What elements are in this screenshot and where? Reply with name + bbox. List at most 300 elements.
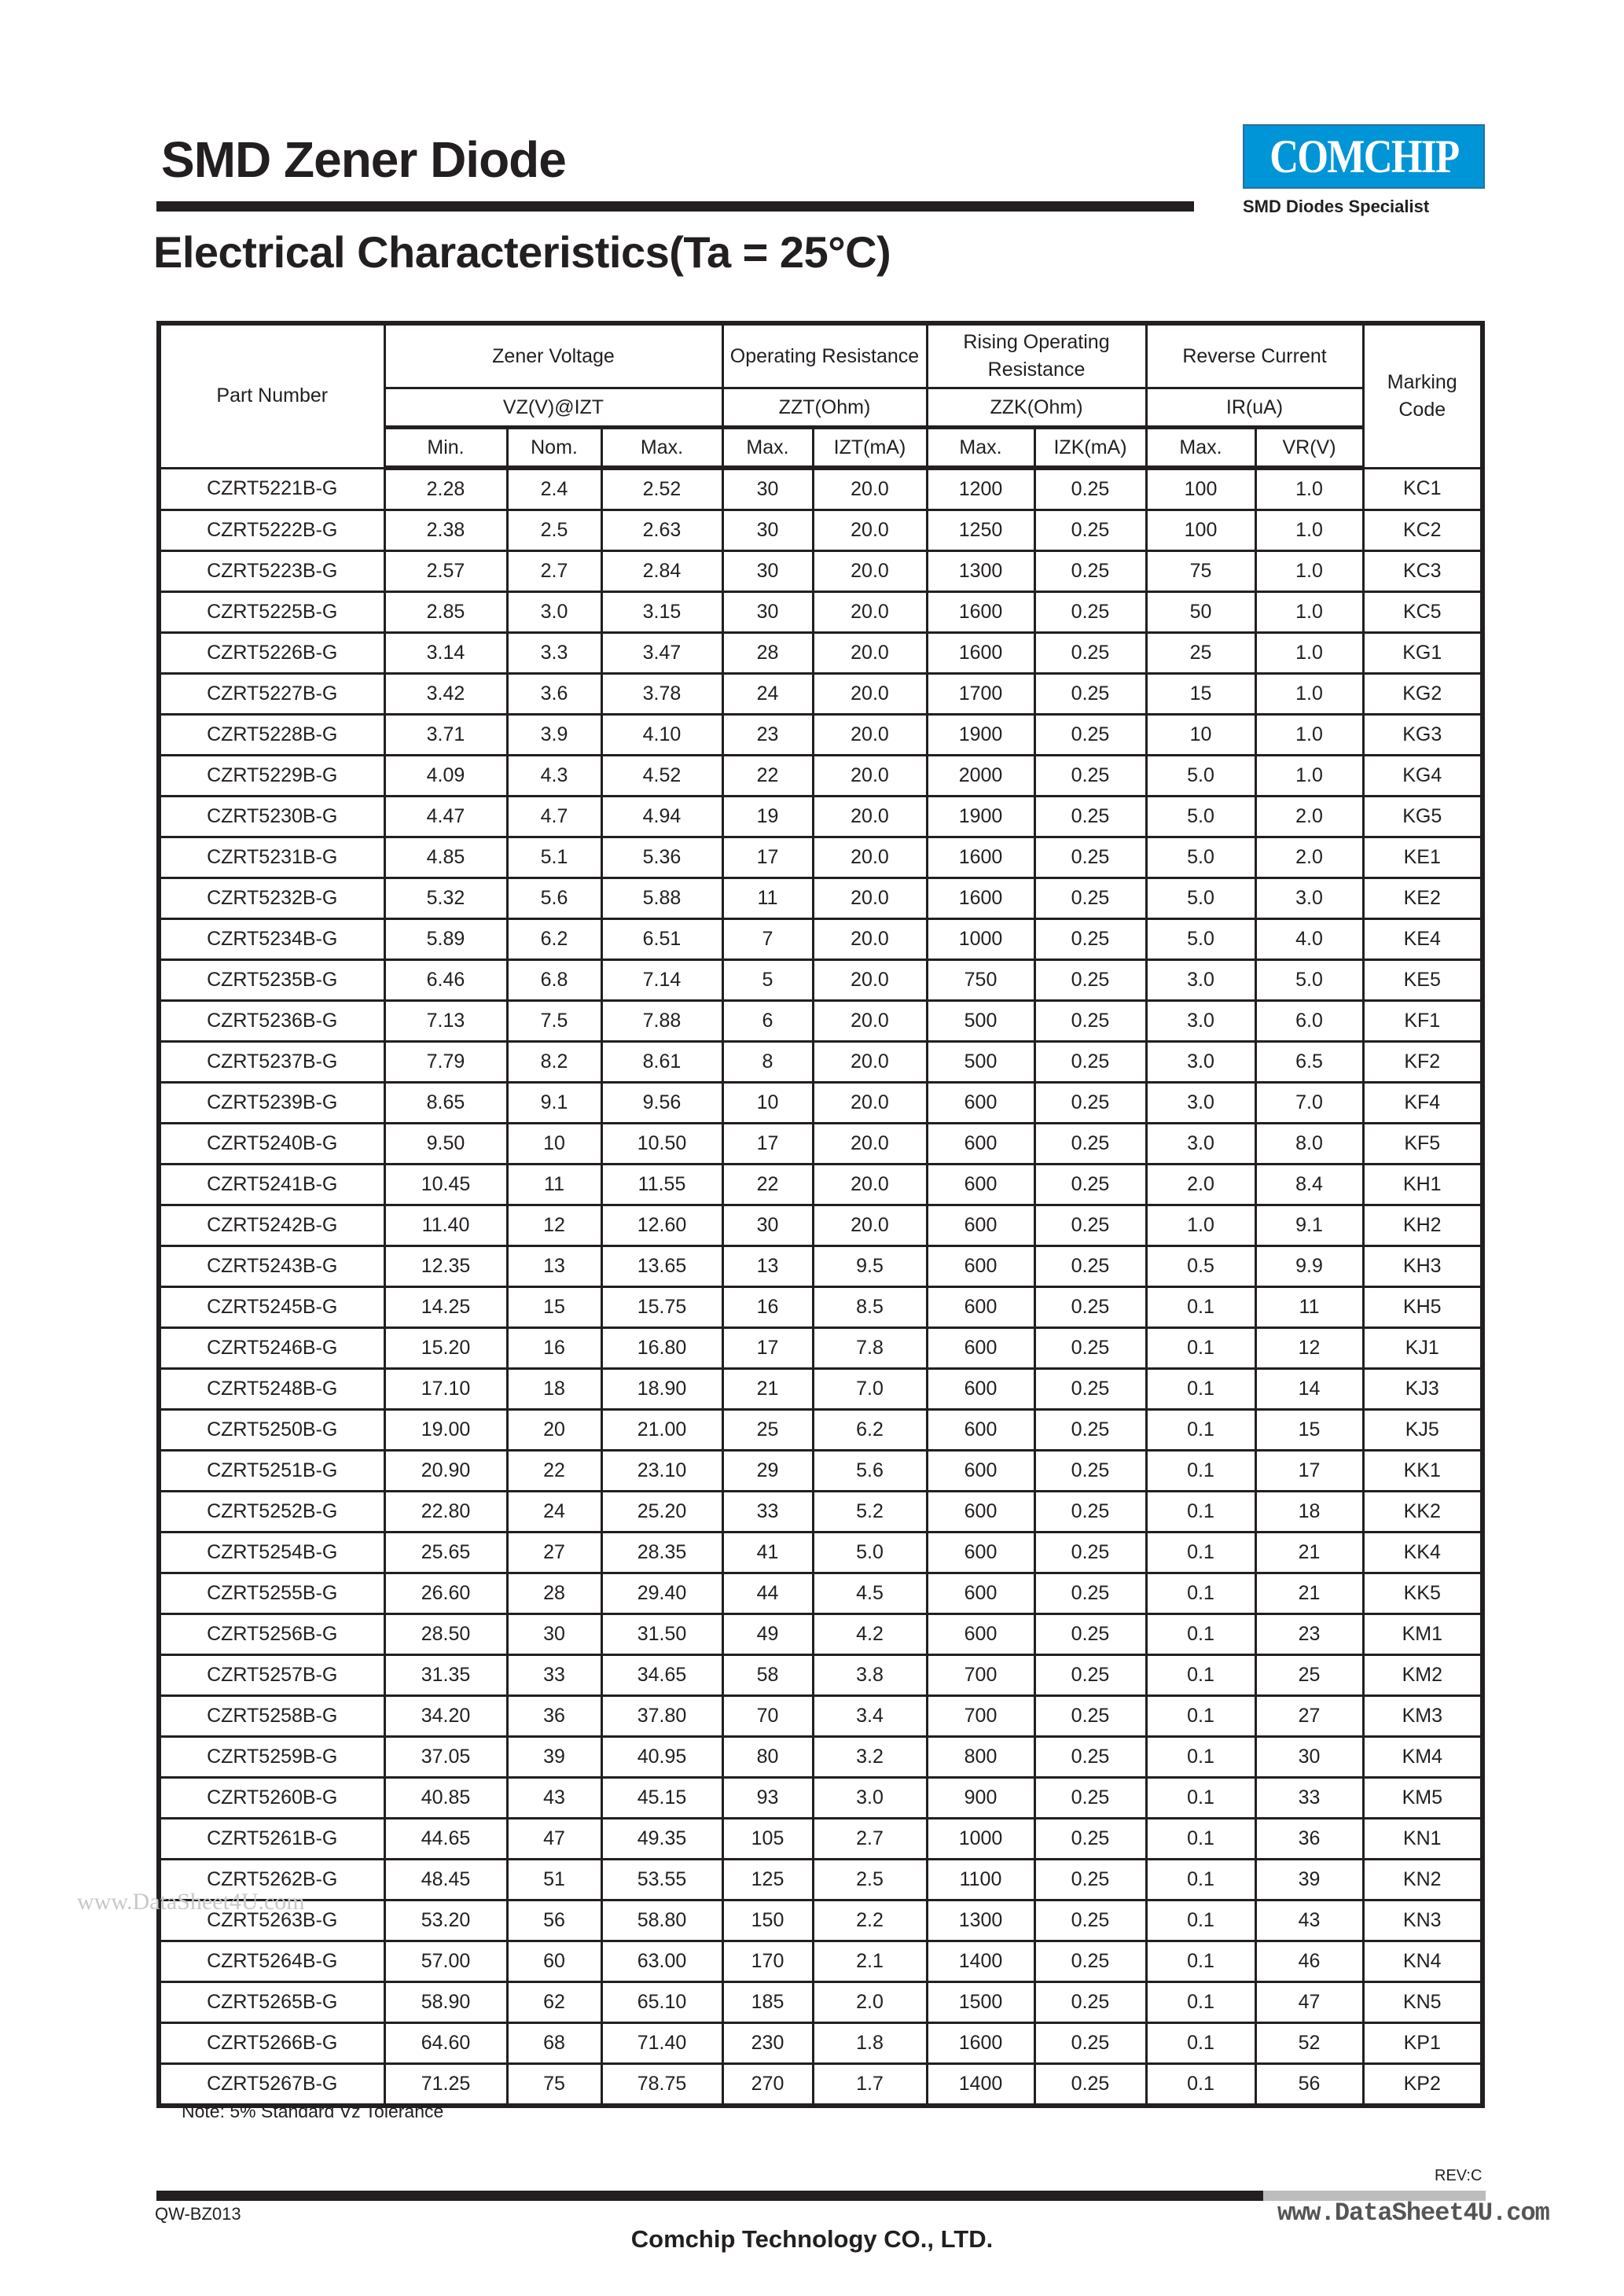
cell-ir-max: 0.1 — [1146, 1369, 1255, 1410]
cell-marking-code: KH1 — [1363, 1165, 1483, 1205]
cell-vz-nom: 62 — [507, 1982, 601, 2023]
cell-vz-max: 28.35 — [601, 1533, 722, 1573]
cell-vr: 11 — [1255, 1287, 1363, 1328]
table-row — [159, 1941, 1483, 1982]
cell-zzt-max: 80 — [722, 1737, 813, 1778]
table-row — [159, 1778, 1483, 1819]
table-row — [159, 2064, 1483, 2107]
cell-izt: 5.6 — [813, 1451, 927, 1492]
table-row — [159, 797, 1483, 837]
cell-izt: 20.0 — [813, 797, 927, 837]
cell-vz-min: 22.80 — [384, 1492, 507, 1533]
cell-zzt-max: 49 — [722, 1614, 813, 1655]
cell-izt: 8.5 — [813, 1287, 927, 1328]
cell-part-number: CZRT5240B-G — [159, 1124, 384, 1165]
cell-vz-max: 53.55 — [601, 1860, 722, 1900]
cell-vz-nom: 33 — [507, 1655, 601, 1696]
cell-vz-min: 7.79 — [384, 1042, 507, 1083]
cell-zzk-max: 700 — [927, 1655, 1034, 1696]
cell-vz-min: 10.45 — [384, 1165, 507, 1205]
cell-zzt-max: 7 — [722, 919, 813, 960]
page-title: SMD Zener Diode — [161, 131, 566, 188]
cell-izk: 0.25 — [1034, 1533, 1146, 1573]
table-row — [159, 1614, 1483, 1655]
table-row — [159, 1819, 1483, 1860]
table-row — [159, 1328, 1483, 1369]
unit-zzt: ZZT(Ohm) — [722, 388, 927, 428]
cell-vz-max: 63.00 — [601, 1941, 722, 1982]
cell-izt: 5.2 — [813, 1492, 927, 1533]
cell-vz-min: 2.57 — [384, 551, 507, 592]
cell-vz-nom: 4.3 — [507, 756, 601, 797]
cell-izk: 0.25 — [1034, 1900, 1146, 1941]
table-row — [159, 551, 1483, 592]
cell-zzt-max: 70 — [722, 1696, 813, 1737]
sub-header: IZT(mA) — [813, 428, 927, 469]
table-row — [159, 1696, 1483, 1737]
cell-izk: 0.25 — [1034, 1819, 1146, 1860]
cell-zzk-max: 500 — [927, 1001, 1034, 1042]
cell-marking-code: KN4 — [1363, 1941, 1483, 1982]
cell-marking-code: KP2 — [1363, 2064, 1483, 2107]
cell-izk: 0.25 — [1034, 919, 1146, 960]
table-row — [159, 1083, 1483, 1124]
cell-vz-nom: 56 — [507, 1900, 601, 1941]
cell-zzt-max: 30 — [722, 551, 813, 592]
cell-vz-min: 57.00 — [384, 1941, 507, 1982]
cell-part-number: CZRT5250B-G — [159, 1410, 384, 1451]
cell-vr: 47 — [1255, 1982, 1363, 2023]
cell-vz-nom: 15 — [507, 1287, 601, 1328]
table-row — [159, 1655, 1483, 1696]
cell-vz-min: 12.35 — [384, 1246, 507, 1287]
cell-vz-min: 5.32 — [384, 878, 507, 919]
cell-vz-max: 45.15 — [601, 1778, 722, 1819]
cell-zzt-max: 8 — [722, 1042, 813, 1083]
table-row — [159, 960, 1483, 1001]
cell-vz-max: 25.20 — [601, 1492, 722, 1533]
cell-vz-nom: 7.5 — [507, 1001, 601, 1042]
cell-vz-min: 11.40 — [384, 1205, 507, 1246]
cell-zzk-max: 750 — [927, 960, 1034, 1001]
cell-vz-nom: 2.7 — [507, 551, 601, 592]
cell-zzt-max: 30 — [722, 510, 813, 551]
cell-part-number: CZRT5260B-G — [159, 1778, 384, 1819]
cell-vz-min: 14.25 — [384, 1287, 507, 1328]
cell-vr: 6.5 — [1255, 1042, 1363, 1083]
comchip-logo — [1243, 124, 1485, 189]
cell-zzt-max: 30 — [722, 592, 813, 633]
cell-vz-min: 3.42 — [384, 674, 507, 715]
table-row — [159, 1369, 1483, 1410]
cell-izt: 1.8 — [813, 2023, 927, 2064]
section-title: Electrical Characteristics(Ta = 25°C) — [153, 227, 891, 277]
cell-ir-max: 3.0 — [1146, 1001, 1255, 1042]
cell-vr: 8.0 — [1255, 1124, 1363, 1165]
cell-vz-max: 18.90 — [601, 1369, 722, 1410]
table-row — [159, 468, 1483, 510]
cell-vz-nom: 3.0 — [507, 592, 601, 633]
cell-part-number: CZRT5259B-G — [159, 1737, 384, 1778]
cell-izt: 20.0 — [813, 1001, 927, 1042]
cell-vz-min: 58.90 — [384, 1982, 507, 2023]
cell-vr: 46 — [1255, 1941, 1363, 1982]
cell-izt: 20.0 — [813, 510, 927, 551]
cell-ir-max: 0.1 — [1146, 1737, 1255, 1778]
table-row — [159, 1205, 1483, 1246]
cell-vz-min: 48.45 — [384, 1860, 507, 1900]
cell-ir-max: 0.1 — [1146, 1533, 1255, 1573]
cell-part-number: CZRT5255B-G — [159, 1573, 384, 1614]
cell-izt: 20.0 — [813, 468, 927, 510]
cell-zzt-max: 13 — [722, 1246, 813, 1287]
cell-zzk-max: 600 — [927, 1492, 1034, 1533]
cell-vz-max: 78.75 — [601, 2064, 722, 2107]
cell-zzk-max: 600 — [927, 1410, 1034, 1451]
cell-vz-max: 9.56 — [601, 1083, 722, 1124]
cell-marking-code: KM4 — [1363, 1737, 1483, 1778]
cell-marking-code: KF5 — [1363, 1124, 1483, 1165]
cell-vr: 36 — [1255, 1819, 1363, 1860]
cell-vz-nom: 18 — [507, 1369, 601, 1410]
revision-label: REV:C — [1435, 2167, 1483, 2184]
cell-vz-max: 12.60 — [601, 1205, 722, 1246]
cell-ir-max: 3.0 — [1146, 1124, 1255, 1165]
cell-marking-code: KE5 — [1363, 960, 1483, 1001]
cell-vz-nom: 47 — [507, 1819, 601, 1860]
cell-zzt-max: 30 — [722, 1205, 813, 1246]
cell-marking-code: KG5 — [1363, 797, 1483, 837]
logo-tagline: SMD Diodes Specialist — [1243, 197, 1430, 216]
cell-part-number: CZRT5265B-G — [159, 1982, 384, 2023]
table-row — [159, 1860, 1483, 1900]
cell-marking-code: KE2 — [1363, 878, 1483, 919]
cell-zzt-max: 17 — [722, 1328, 813, 1369]
cell-vr: 1.0 — [1255, 551, 1363, 592]
cell-izk: 0.25 — [1034, 2023, 1146, 2064]
cell-ir-max: 5.0 — [1146, 756, 1255, 797]
cell-zzk-max: 600 — [927, 1573, 1034, 1614]
cell-vz-max: 6.51 — [601, 919, 722, 960]
cell-vz-nom: 51 — [507, 1860, 601, 1900]
table-row — [159, 1124, 1483, 1165]
cell-part-number: CZRT5235B-G — [159, 960, 384, 1001]
cell-vz-nom: 2.4 — [507, 468, 601, 510]
cell-zzt-max: 30 — [722, 468, 813, 510]
cell-part-number: CZRT5227B-G — [159, 674, 384, 715]
cell-ir-max: 0.1 — [1146, 1573, 1255, 1614]
cell-vz-min: 4.85 — [384, 837, 507, 878]
cell-vz-max: 58.80 — [601, 1900, 722, 1941]
cell-part-number: CZRT5257B-G — [159, 1655, 384, 1696]
cell-zzk-max: 1200 — [927, 468, 1034, 510]
cell-vz-max: 3.15 — [601, 592, 722, 633]
cell-vz-max: 31.50 — [601, 1614, 722, 1655]
cell-zzt-max: 11 — [722, 878, 813, 919]
cell-ir-max: 3.0 — [1146, 960, 1255, 1001]
cell-marking-code: KG3 — [1363, 715, 1483, 756]
cell-vz-max: 15.75 — [601, 1287, 722, 1328]
cell-ir-max: 50 — [1146, 592, 1255, 633]
document-number: QW-BZ013 — [155, 2204, 241, 2224]
cell-izt: 4.5 — [813, 1573, 927, 1614]
cell-vz-nom: 16 — [507, 1328, 601, 1369]
table-row — [159, 510, 1483, 551]
cell-ir-max: 0.1 — [1146, 1982, 1255, 2023]
header-zener-voltage: Zener Voltage — [384, 323, 722, 388]
cell-vz-max: 49.35 — [601, 1819, 722, 1860]
cell-ir-max: 25 — [1146, 633, 1255, 674]
cell-zzt-max: 170 — [722, 1941, 813, 1982]
cell-izk: 0.25 — [1034, 1982, 1146, 2023]
cell-marking-code: KH3 — [1363, 1246, 1483, 1287]
table-row — [159, 1001, 1483, 1042]
cell-ir-max: 75 — [1146, 551, 1255, 592]
cell-izt: 20.0 — [813, 592, 927, 633]
cell-vz-max: 71.40 — [601, 2023, 722, 2064]
table-row — [159, 633, 1483, 674]
cell-izt: 3.0 — [813, 1778, 927, 1819]
cell-izt: 2.7 — [813, 1819, 927, 1860]
cell-izt: 20.0 — [813, 756, 927, 797]
cell-vz-min: 2.85 — [384, 592, 507, 633]
cell-izk: 0.25 — [1034, 1614, 1146, 1655]
cell-vz-max: 13.65 — [601, 1246, 722, 1287]
cell-zzt-max: 150 — [722, 1900, 813, 1941]
cell-vr: 1.0 — [1255, 510, 1363, 551]
cell-zzk-max: 1900 — [927, 715, 1034, 756]
cell-vz-max: 11.55 — [601, 1165, 722, 1205]
cell-ir-max: 5.0 — [1146, 837, 1255, 878]
cell-zzt-max: 125 — [722, 1860, 813, 1900]
cell-part-number: CZRT5252B-G — [159, 1492, 384, 1533]
cell-vz-min: 15.20 — [384, 1328, 507, 1369]
cell-vz-max: 7.14 — [601, 960, 722, 1001]
cell-zzk-max: 1600 — [927, 878, 1034, 919]
cell-zzk-max: 2000 — [927, 756, 1034, 797]
table-row — [159, 1410, 1483, 1451]
cell-part-number: CZRT5266B-G — [159, 2023, 384, 2064]
cell-zzt-max: 29 — [722, 1451, 813, 1492]
cell-marking-code: KJ1 — [1363, 1328, 1483, 1369]
cell-vz-min: 40.85 — [384, 1778, 507, 1819]
cell-vz-nom: 11 — [507, 1165, 601, 1205]
cell-part-number: CZRT5245B-G — [159, 1287, 384, 1328]
cell-part-number: CZRT5256B-G — [159, 1614, 384, 1655]
table-row — [159, 1042, 1483, 1083]
cell-vz-max: 5.88 — [601, 878, 722, 919]
cell-vz-min: 25.65 — [384, 1533, 507, 1573]
cell-zzt-max: 58 — [722, 1655, 813, 1696]
electrical-characteristics-table — [156, 321, 1485, 2108]
cell-izt: 2.2 — [813, 1900, 927, 1941]
sub-header: Max. — [722, 428, 813, 469]
cell-izt: 3.8 — [813, 1655, 927, 1696]
cell-zzt-max: 22 — [722, 1165, 813, 1205]
cell-part-number: CZRT5234B-G — [159, 919, 384, 960]
cell-vz-max: 2.63 — [601, 510, 722, 551]
cell-zzt-max: 17 — [722, 837, 813, 878]
cell-marking-code: KN5 — [1363, 1982, 1483, 2023]
cell-vz-min: 31.35 — [384, 1655, 507, 1696]
sub-header: Max. — [1146, 428, 1255, 469]
cell-ir-max: 0.1 — [1146, 1941, 1255, 1982]
cell-vr: 2.0 — [1255, 797, 1363, 837]
cell-marking-code: KH5 — [1363, 1287, 1483, 1328]
cell-vz-min: 37.05 — [384, 1737, 507, 1778]
cell-marking-code: KK5 — [1363, 1573, 1483, 1614]
cell-zzk-max: 1400 — [927, 1941, 1034, 1982]
cell-izk: 0.25 — [1034, 1655, 1146, 1696]
cell-zzt-max: 105 — [722, 1819, 813, 1860]
cell-vz-min: 2.28 — [384, 468, 507, 510]
cell-vz-max: 2.52 — [601, 468, 722, 510]
cell-vz-max: 8.61 — [601, 1042, 722, 1083]
cell-part-number: CZRT5258B-G — [159, 1696, 384, 1737]
cell-vr: 9.9 — [1255, 1246, 1363, 1287]
cell-izk: 0.25 — [1034, 1860, 1146, 1900]
unit-vz: VZ(V)@IZT — [384, 388, 722, 428]
table-row — [159, 674, 1483, 715]
cell-vr: 39 — [1255, 1860, 1363, 1900]
cell-zzk-max: 600 — [927, 1451, 1034, 1492]
cell-zzk-max: 1600 — [927, 2023, 1034, 2064]
table-row — [159, 837, 1483, 878]
cell-izt: 20.0 — [813, 1165, 927, 1205]
cell-zzt-max: 10 — [722, 1083, 813, 1124]
cell-marking-code: KM2 — [1363, 1655, 1483, 1696]
cell-marking-code: KF1 — [1363, 1001, 1483, 1042]
cell-zzk-max: 600 — [927, 1246, 1034, 1287]
cell-izt: 6.2 — [813, 1410, 927, 1451]
cell-vz-nom: 30 — [507, 1614, 601, 1655]
cell-izk: 0.25 — [1034, 633, 1146, 674]
cell-zzk-max: 600 — [927, 1614, 1034, 1655]
table-row — [159, 1982, 1483, 2023]
title-divider — [156, 201, 1194, 212]
cell-izt: 20.0 — [813, 633, 927, 674]
cell-izt: 5.0 — [813, 1533, 927, 1573]
sub-header: Nom. — [507, 428, 601, 469]
table-row — [159, 2023, 1483, 2064]
cell-izk: 0.25 — [1034, 1778, 1146, 1819]
cell-izk: 0.25 — [1034, 1696, 1146, 1737]
cell-part-number: CZRT5239B-G — [159, 1083, 384, 1124]
cell-ir-max: 0.1 — [1146, 1614, 1255, 1655]
table-row — [159, 1533, 1483, 1573]
cell-ir-max: 3.0 — [1146, 1083, 1255, 1124]
cell-vz-nom: 4.7 — [507, 797, 601, 837]
cell-zzt-max: 33 — [722, 1492, 813, 1533]
cell-zzt-max: 5 — [722, 960, 813, 1001]
cell-zzk-max: 1700 — [927, 674, 1034, 715]
cell-ir-max: 2.0 — [1146, 1165, 1255, 1205]
cell-vz-nom: 22 — [507, 1451, 601, 1492]
cell-vz-nom: 10 — [507, 1124, 601, 1165]
header-reverse-current: Reverse Current — [1146, 323, 1363, 388]
cell-ir-max: 0.1 — [1146, 1328, 1255, 1369]
cell-ir-max: 15 — [1146, 674, 1255, 715]
cell-vz-nom: 27 — [507, 1533, 601, 1573]
cell-vr: 21 — [1255, 1533, 1363, 1573]
cell-izk: 0.25 — [1034, 1042, 1146, 1083]
cell-vz-nom: 24 — [507, 1492, 601, 1533]
cell-vz-nom: 8.2 — [507, 1042, 601, 1083]
cell-vr: 56 — [1255, 2064, 1363, 2107]
cell-ir-max: 5.0 — [1146, 919, 1255, 960]
cell-vz-max: 4.52 — [601, 756, 722, 797]
header-rising-operating-resistance: Rising Operating Resistance — [927, 323, 1146, 388]
cell-izk: 0.25 — [1034, 1287, 1146, 1328]
cell-izt: 20.0 — [813, 1124, 927, 1165]
cell-izk: 0.25 — [1034, 1124, 1146, 1165]
cell-zzk-max: 1500 — [927, 1982, 1034, 2023]
cell-izt: 20.0 — [813, 878, 927, 919]
cell-izt: 2.0 — [813, 1982, 927, 2023]
cell-vz-max: 29.40 — [601, 1573, 722, 1614]
header-operating-resistance: Operating Resistance — [722, 323, 927, 388]
table-row — [159, 1900, 1483, 1941]
cell-vz-min: 6.46 — [384, 960, 507, 1001]
cell-marking-code: KF4 — [1363, 1083, 1483, 1124]
cell-ir-max: 3.0 — [1146, 1042, 1255, 1083]
cell-vr: 30 — [1255, 1737, 1363, 1778]
header-part-number: Part Number — [159, 323, 384, 468]
cell-part-number: CZRT5264B-G — [159, 1941, 384, 1982]
cell-zzk-max: 900 — [927, 1778, 1034, 1819]
cell-vz-min: 7.13 — [384, 1001, 507, 1042]
cell-vr: 15 — [1255, 1410, 1363, 1451]
cell-ir-max: 0.1 — [1146, 1492, 1255, 1533]
cell-izk: 0.25 — [1034, 1492, 1146, 1533]
table-row — [159, 1492, 1483, 1533]
cell-izt: 2.1 — [813, 1941, 927, 1982]
cell-vz-max: 65.10 — [601, 1982, 722, 2023]
cell-izk: 0.25 — [1034, 837, 1146, 878]
cell-vz-min: 71.25 — [384, 2064, 507, 2107]
cell-vr: 12 — [1255, 1328, 1363, 1369]
cell-vz-nom: 13 — [507, 1246, 601, 1287]
cell-vz-max: 5.36 — [601, 837, 722, 878]
cell-part-number: CZRT5262B-G — [159, 1860, 384, 1900]
cell-vr: 1.0 — [1255, 674, 1363, 715]
cell-zzk-max: 600 — [927, 1205, 1034, 1246]
cell-izt: 20.0 — [813, 960, 927, 1001]
cell-izk: 0.25 — [1034, 1328, 1146, 1369]
cell-marking-code: KM3 — [1363, 1696, 1483, 1737]
cell-izt: 3.2 — [813, 1737, 927, 1778]
cell-izt: 20.0 — [813, 1083, 927, 1124]
cell-ir-max: 1.0 — [1146, 1205, 1255, 1246]
cell-vz-nom: 60 — [507, 1941, 601, 1982]
cell-zzt-max: 21 — [722, 1369, 813, 1410]
cell-vz-max: 34.65 — [601, 1655, 722, 1696]
cell-izk: 0.25 — [1034, 1083, 1146, 1124]
cell-zzk-max: 1100 — [927, 1860, 1034, 1900]
cell-ir-max: 100 — [1146, 468, 1255, 510]
cell-zzt-max: 28 — [722, 633, 813, 674]
cell-marking-code: KG1 — [1363, 633, 1483, 674]
cell-vz-max: 21.00 — [601, 1410, 722, 1451]
cell-izk: 0.25 — [1034, 551, 1146, 592]
cell-part-number: CZRT5226B-G — [159, 633, 384, 674]
logo-text: COMCHIP — [1269, 130, 1459, 182]
cell-vz-nom: 2.5 — [507, 510, 601, 551]
cell-vr: 9.1 — [1255, 1205, 1363, 1246]
cell-izk: 0.25 — [1034, 1369, 1146, 1410]
cell-part-number: CZRT5236B-G — [159, 1001, 384, 1042]
table-row — [159, 1573, 1483, 1614]
